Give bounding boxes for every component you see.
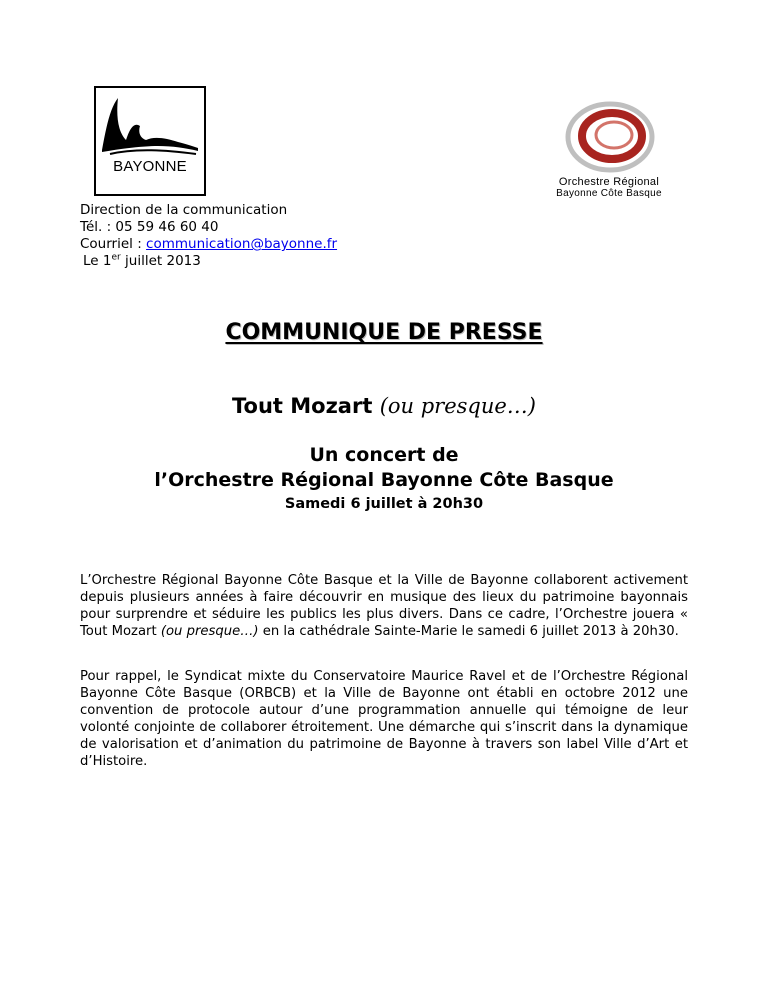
page-title: COMMUNIQUE DE PRESSE — [225, 320, 543, 345]
concert-title-italic: (ou presque…) — [379, 394, 536, 418]
bayonne-logo-text: BAYONNE — [113, 158, 187, 175]
release-date — [80, 253, 337, 270]
bayonne-emblem-icon — [96, 88, 204, 158]
body-paragraph-2: Pour rappel, le Syndicat mixte du Conservatoire Maurice Ravel et de l’Orchestre Régional Bayonne Côte Basque (ORBCB) et la Ville de Bayonne ont établi en octobre 2012 une convention de protocole autour d’une programmation annuelle qui témoigne de leur volonté conjointe de collaborer étroitement. Une démarche qui s’inscrit dans la dynamique de valorisation et d’animation du patrimoine de Bayonne à travers son label Ville d’Art et d’Histoire. — [80, 669, 688, 769]
orchestra-logo — [540, 100, 680, 200]
email-line — [80, 236, 337, 253]
bayonne-logo — [94, 86, 206, 196]
email-label: Courriel : — [80, 236, 147, 252]
email-link[interactable]: communication@bayonne.fr — [146, 236, 338, 252]
contact-block — [80, 202, 337, 270]
concert-line-2: l’Orchestre Régional Bayonne Côte Basque — [154, 469, 614, 491]
p1-text-b: en la cathédrale Sainte-Marie le samedi 6 juillet 2013 à 20h30. — [258, 624, 679, 639]
orchestra-emblem-icon — [562, 100, 658, 174]
p1-italic: (ou presque…) — [160, 624, 259, 639]
department-label: Direction de la communication — [80, 202, 288, 218]
body-paragraph-1 — [80, 572, 688, 640]
p1-text-a: L’Orchestre Régional Bayonne Côte Basque et la Ville de Bayonne collaborent activement depuis plusieurs années à faire découvrir en musique des lieux du patrimoine bayonnais pour surprendre et séduire les publics les plus divers. Dans ce cadre, l’Orchestre jouera « Tout Mozart — [80, 573, 688, 639]
concert-title — [0, 394, 768, 418]
concert-date: Samedi 6 juillet à 20h30 — [284, 496, 484, 512]
concert-title-main: Tout Mozart — [232, 394, 380, 418]
concert-line-1: Un concert de — [309, 444, 459, 466]
orchestra-logo-line2: Bayonne Côte Basque — [556, 188, 662, 199]
orchestra-logo-line1: Orchestre Régional — [558, 176, 660, 188]
date-superscript: er — [111, 252, 121, 263]
date-suffix: juillet 2013 — [120, 253, 201, 269]
phone-number: Tél. : 05 59 46 60 40 — [80, 219, 219, 235]
date-prefix: Le 1 — [83, 253, 112, 269]
